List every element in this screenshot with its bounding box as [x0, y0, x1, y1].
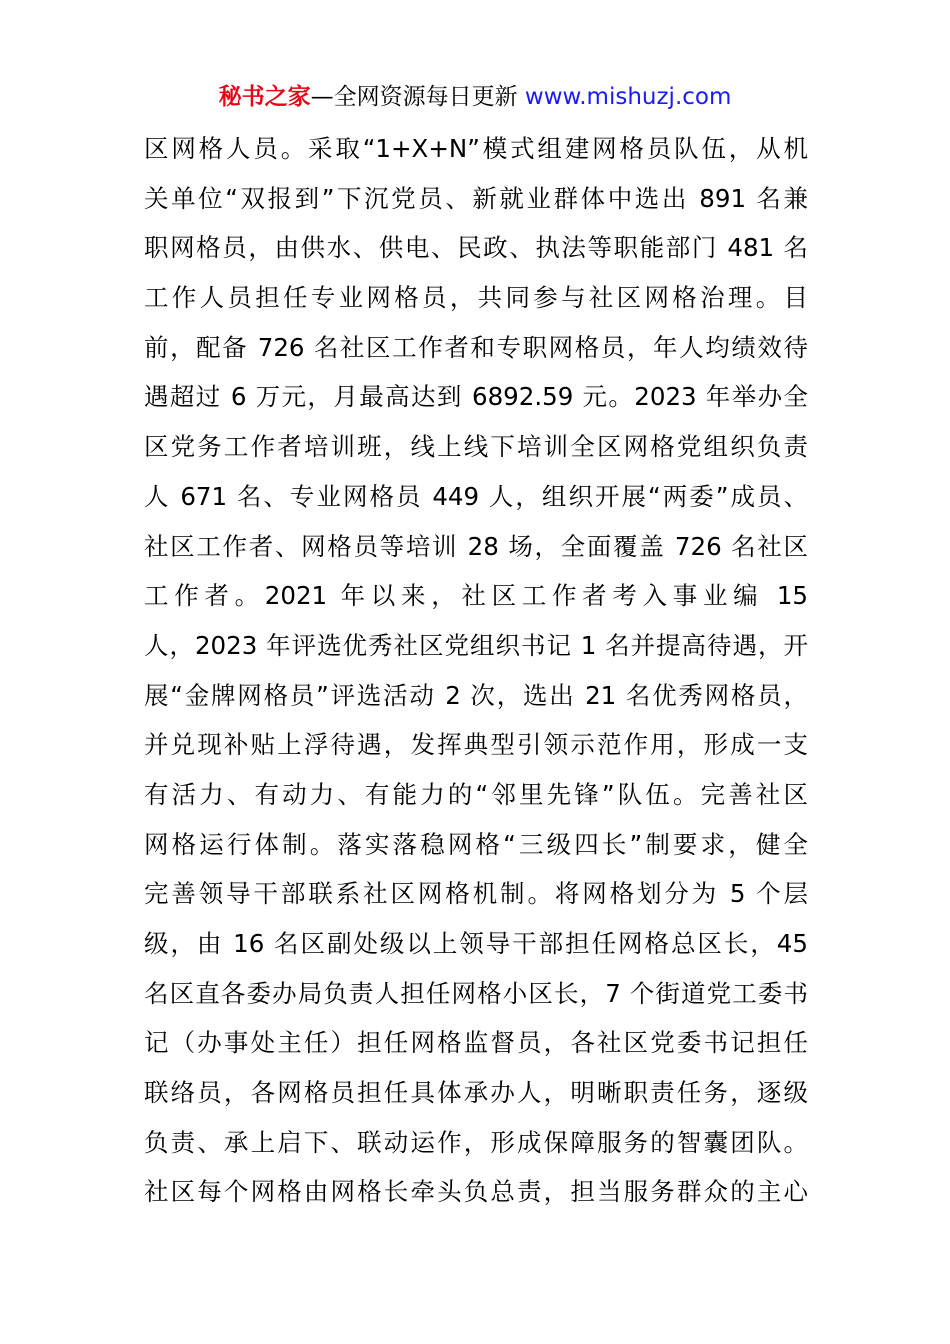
body-line: 展“金牌网格员”评选活动 2 次，选出 21 名优秀网格员，: [144, 680, 808, 710]
body-line: 前，配备 726 名社区工作者和专职网格员，年人均绩效待: [144, 332, 808, 362]
body-line: 人 671 名、专业网格员 449 人，组织开展“两委”成员、: [144, 481, 808, 511]
body-line: 记（办事处主任）担任网格监督员，各社区党委书记担任: [144, 1028, 808, 1058]
body-line: 人，2023 年评选优秀社区党组织书记 1 名并提高待遇，开: [144, 630, 808, 660]
body-line: 社区工作者、网格员等培训 28 场，全面覆盖 726 名社区: [144, 531, 808, 561]
body-line: 完善领导干部联系社区网格机制。将网格划分为 5 个层: [144, 879, 808, 909]
body-line: 并兑现补贴上浮待遇，发挥典型引领示范作用，形成一支: [144, 730, 808, 760]
body-line: 有活力、有动力、有能力的“邻里先锋”队伍。完善社区: [144, 779, 808, 809]
body-line: 区网格人员。采取“1+X+N”模式组建网格员队伍，从机: [144, 134, 808, 163]
document-body: [144, 124, 808, 1217]
site-link[interactable]: www.mishuzj.com: [524, 84, 732, 110]
body-line: 负责、承上启下、联动运作，形成保障服务的智囊团队。: [144, 1127, 808, 1157]
body-line: 网格运行体制。落实落稳网格“三级四长”制要求，健全: [144, 829, 808, 859]
body-line: 关单位“双报到”下沉党员、新就业群体中选出 891 名兼: [144, 183, 808, 213]
body-line: 级，由 16 名区副处级以上领导干部担任网格总区长，45: [144, 929, 808, 958]
body-line: 工作人员担任专业网格员，共同参与社区网格治理。目: [144, 283, 808, 313]
page-header: [0, 80, 950, 114]
body-line: 区党务工作者培训班，线上线下培训全区网格党组织负责: [144, 432, 808, 462]
body-line: 职网格员，由供水、供电、民政、执法等职能部门 481 名: [144, 233, 808, 263]
body-line: 联络员，各网格员担任具体承办人，明晰职责任务，逐级: [144, 1078, 808, 1108]
brand-name: 秘书之家: [218, 84, 311, 110]
body-line: 名区直各委办局负责人担任网格小区长，7 个街道党工委书: [144, 978, 808, 1008]
header-slogan: —全网资源每日更新: [310, 84, 525, 110]
body-line: 遇超过 6 万元，月最高达到 6892.59 元。2023 年举办全: [144, 382, 808, 412]
body-line: 社区每个网格由网格长牵头负总责，担当服务群众的主心: [144, 1177, 808, 1207]
body-line: 工作者。2021 年以来，社区工作者考入事业编 15: [144, 581, 808, 611]
